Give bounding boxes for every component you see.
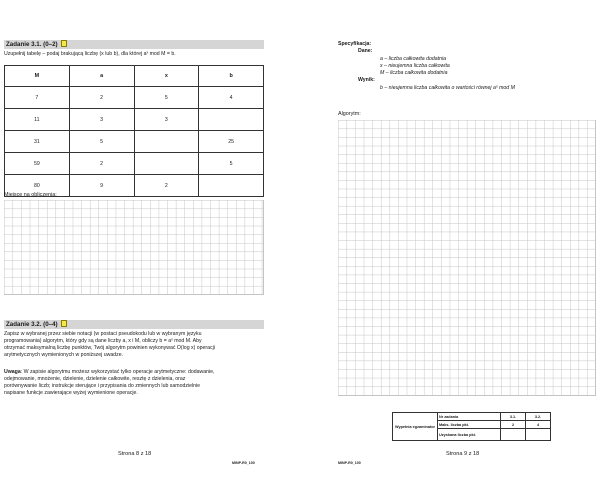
score-fill-label: Wypełnia egzaminator <box>393 413 438 441</box>
table-cell: 5 <box>69 131 134 153</box>
spec-wynik: Wynik: <box>358 77 375 83</box>
score-cell: 2 <box>501 421 526 429</box>
table-cell: 5 <box>134 87 199 109</box>
note-title: Uwaga <box>4 369 21 375</box>
note-line: napisane funkcje zawierające wyżej wymienione operacje. <box>4 390 138 396</box>
score-cell-empty[interactable] <box>501 429 526 441</box>
table-cell: 4 <box>199 87 264 109</box>
table-row <box>5 87 264 109</box>
instruction-line: Zapisz w wybranej przez siebie notacji (w postaci pseudokodu lub w wybranym języku <box>4 331 202 337</box>
spec-dane-item: a – liczba całkowita dodatnia <box>380 56 447 62</box>
header-m: M <box>5 66 70 87</box>
header-x: x <box>134 66 199 87</box>
table-cell-empty[interactable] <box>134 131 199 153</box>
spec-dane-item: M – liczba całkowita dodatnia <box>380 70 448 76</box>
task-3-2-title: Zadanie 3.2. (0–4) <box>6 321 58 328</box>
exam-code: MINP-R0_100 <box>232 461 255 465</box>
task-3-2-instruction <box>4 331 215 359</box>
table-cell: 2 <box>134 175 199 197</box>
table-cell-empty[interactable] <box>199 175 264 197</box>
score-cell-empty[interactable] <box>526 429 551 441</box>
instruction-line: programowania) algorytm, który gdy są dane liczby a, x i M, obliczy b = aˣ mod M. Aby <box>4 338 202 344</box>
right-page <box>300 0 600 480</box>
table-cell: 11 <box>5 109 70 131</box>
page-number: Strona 8 z 18 <box>118 451 152 457</box>
score-row-label: Maks. liczba pkt. <box>438 421 501 429</box>
score-cell: 3.1. <box>501 413 526 421</box>
header-a: a <box>69 66 134 87</box>
page-number: Strona 9 z 18 <box>446 451 480 457</box>
note-line: porównywanie liczb; instrukcje sterujące i przypisania do zmiennych lub samodzielnie <box>4 383 201 389</box>
table-cell: 80 <box>5 175 70 197</box>
pencil-icon <box>61 40 67 47</box>
note-line: odejmowanie, mnożenie, dzielenie, dzielenie całkowite, resztę z dzielenia, oraz <box>4 376 186 382</box>
instruction-line: arytmetycznych wymienionych w poniższej uwadze. <box>4 352 124 358</box>
instruction-line: otrzymać maksymalną liczbę punktów, Twój algorytm powinien wykonywać O(log x) operacji <box>4 345 215 351</box>
spec-dane-item: x – nieujemna liczba całkowita <box>380 63 450 69</box>
score-row <box>393 413 551 421</box>
table-cell: 2 <box>69 153 134 175</box>
pencil-icon <box>61 320 67 327</box>
table-header-row <box>5 66 264 87</box>
table-cell: 59 <box>5 153 70 175</box>
data-table <box>4 65 264 197</box>
task-3-1-header <box>4 40 264 49</box>
calc-label: Miejsce na obliczenia: <box>4 192 57 198</box>
header-b: b <box>199 66 264 87</box>
spec-dane: Dane: <box>358 48 373 54</box>
note-line: : W zapisie algorytmu możesz wykorzystać tylko operacje arytmetyczne: dodawanie, <box>20 369 215 375</box>
calc-grid[interactable] <box>4 200 264 295</box>
table-row <box>5 153 264 175</box>
score-row-label: Nr zadania <box>438 413 501 421</box>
table-cell: 9 <box>69 175 134 197</box>
table-cell-empty[interactable] <box>134 153 199 175</box>
score-cell: 3.2. <box>526 413 551 421</box>
table-cell-empty[interactable] <box>199 109 264 131</box>
table-cell: 7 <box>5 87 70 109</box>
specification <box>338 41 598 101</box>
score-cell: 4 <box>526 421 551 429</box>
algo-label: Algorytm: <box>338 111 361 117</box>
table-cell: 5 <box>199 153 264 175</box>
score-table <box>392 412 551 441</box>
table-cell: 31 <box>5 131 70 153</box>
spec-wynik-item: b – nieujemna liczba całkowita o wartości równej aˣ mod M <box>380 85 515 91</box>
table-cell: 2 <box>69 87 134 109</box>
table-row <box>5 109 264 131</box>
table-cell: 25 <box>199 131 264 153</box>
algo-grid[interactable] <box>338 120 596 396</box>
task-3-1-title: Zadanie 3.1. (0–2) <box>6 41 58 48</box>
table-row <box>5 131 264 153</box>
score-row-label: Uzyskana liczba pkt. <box>438 429 501 441</box>
task-3-2-header <box>4 320 264 329</box>
table-cell: 3 <box>134 109 199 131</box>
spec-title: Specyfikacja: <box>338 41 372 47</box>
table-cell: 3 <box>69 109 134 131</box>
task-3-1-instruction: Uzupełnij tabelę – podaj brakującą liczbę (x lub b), dla której aˣ mod M = b. <box>4 51 176 57</box>
exam-code: MINP-R0_100 <box>338 461 361 465</box>
task-3-2-note <box>4 369 214 397</box>
